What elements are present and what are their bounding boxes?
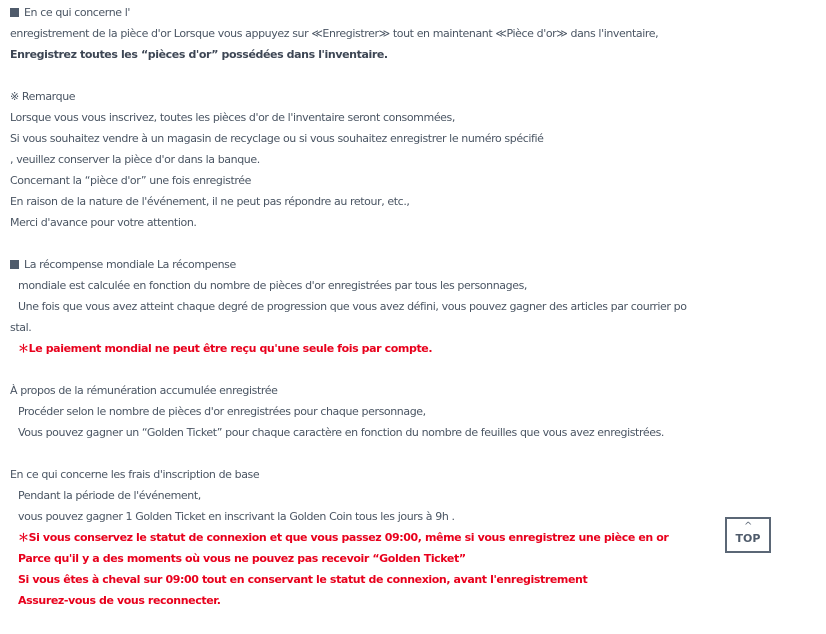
warning-line: ＊Si vous conservez le statut de connexion et que vous passez 09:00, même si vous enregistrez une pièce en or: [18, 531, 669, 544]
text-line: Vous pouvez gagner un “Golden Ticket” pour chaque caractère en fonction du nombre de feuilles que vous avez enregistrées.: [18, 426, 665, 439]
text-line: , veuillez conserver la pièce d'or dans la banque.: [10, 153, 260, 166]
heading-text: En ce qui concerne l': [24, 6, 131, 19]
top-button-label: TOP: [735, 532, 761, 545]
text-line: Une fois que vous avez atteint chaque degré de progression que vous avez défini, vous pouvez gagner des articles par courrier po: [18, 300, 687, 313]
text-line: En raison de la nature de l'événement, il ne peut pas répondre au retour, etc.,: [10, 195, 410, 208]
text-line: Si vous souhaitez vendre à un magasin de recyclage ou si vous souhaitez enregistrer le numéro spécifié: [10, 132, 544, 145]
emphasis-line: Enregistrez toutes les “pièces d'or” possédées dans l'inventaire.: [10, 48, 388, 61]
warning-line: Si vous êtes à cheval sur 09:00 tout en conservant le statut de connexion, avant l'enregistrement: [18, 573, 588, 586]
spacer: [10, 443, 690, 464]
square-bullet-icon: [10, 260, 19, 269]
text-line: enregistrement de la pièce d'or Lorsque vous appuyez sur ≪Enregistrer≫ tout en maintenant ≪Pièce d'or≫ dans l'inventaire,: [10, 27, 659, 40]
text-line: mondiale est calculée en fonction du nombre de pièces d'or enregistrées par tous les personnages,: [18, 279, 527, 292]
section-heading-register: [10, 2, 690, 23]
spacer: [10, 233, 690, 254]
spacer: [10, 65, 690, 86]
event-notice: [10, 2, 690, 611]
text-line: Concernant la “pièce d'or” une fois enregistrée: [10, 174, 252, 187]
spacer: [10, 359, 690, 380]
section-heading-base: En ce qui concerne les frais d'inscription de base: [10, 468, 260, 481]
text-line: Lorsque vous vous inscrivez, toutes les pièces d'or de l'inventaire seront consommées,: [10, 111, 455, 124]
warning-line: Assurez-vous de vous reconnecter.: [18, 594, 221, 607]
chevron-up-icon: ^: [744, 521, 752, 532]
section-heading-note: ※ Remarque: [10, 90, 76, 103]
square-bullet-icon: [10, 8, 19, 17]
text-line: Pendant la période de l'événement,: [18, 489, 201, 502]
scroll-top-button[interactable]: [725, 517, 771, 553]
warning-line: ＊Le paiement mondial ne peut être reçu qu'une seule fois par compte.: [18, 342, 433, 355]
text-line: Merci d'avance pour votre attention.: [10, 216, 197, 229]
warning-line: Parce qu'il y a des moments où vous ne pouvez pas recevoir “Golden Ticket”: [18, 552, 466, 565]
section-heading-world: [10, 254, 690, 275]
text-line: Procéder selon le nombre de pièces d'or enregistrées pour chaque personnage,: [18, 405, 426, 418]
heading-text: La récompense mondiale La récompense: [24, 258, 236, 271]
text-line: stal.: [10, 321, 32, 334]
text-line: vous pouvez gagner 1 Golden Ticket en inscrivant la Golden Coin tous les jours à 9h .: [18, 510, 455, 523]
section-heading-accum: À propos de la rémunération accumulée enregistrée: [10, 384, 278, 397]
